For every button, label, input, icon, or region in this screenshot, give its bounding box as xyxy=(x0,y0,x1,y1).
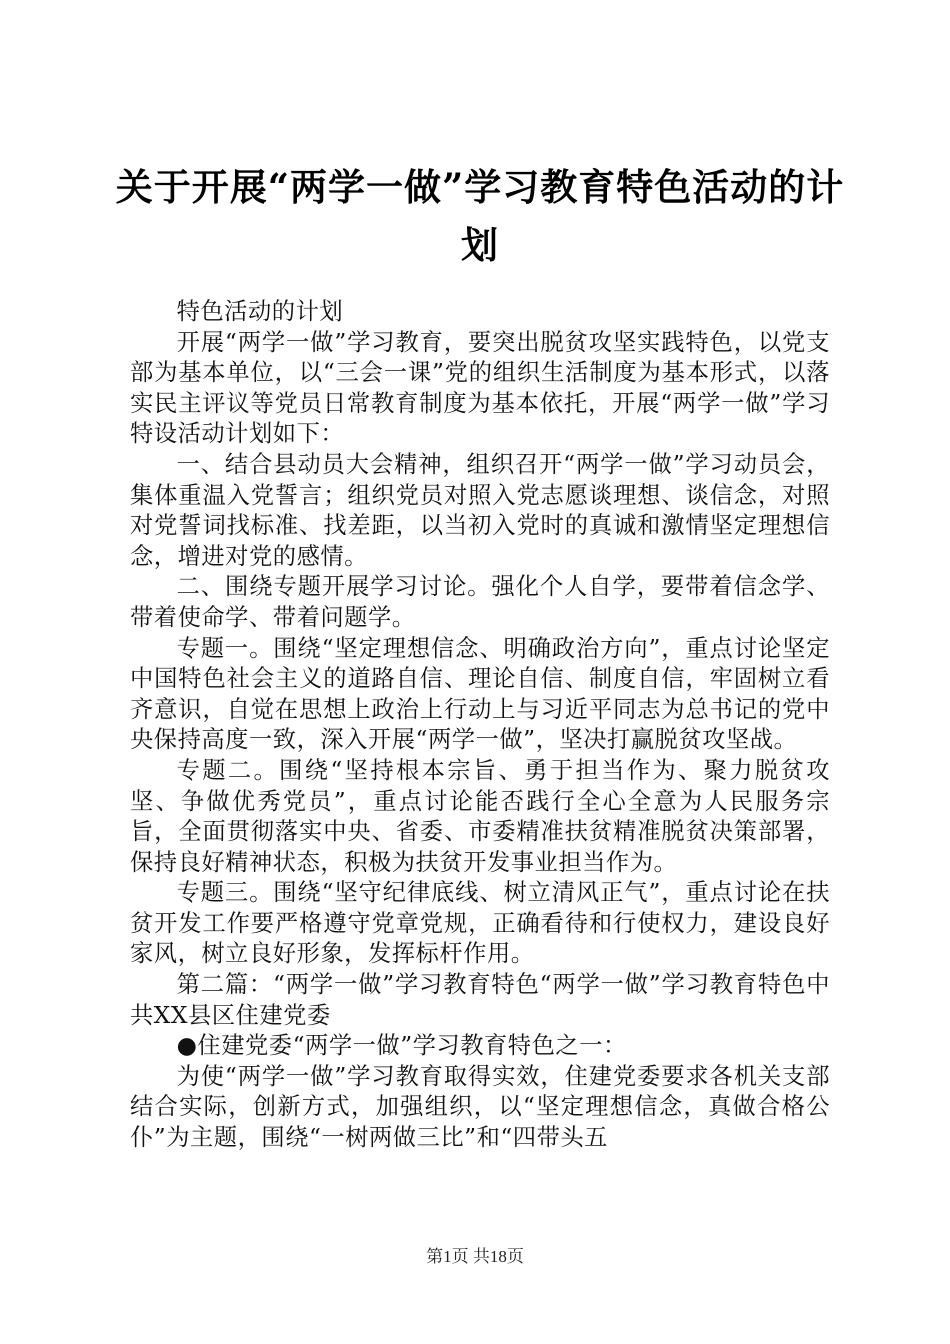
paragraph: 第二篇：“两学一做”学习教育特色“两学一做”学习教育特色中共XX县区住建党委 xyxy=(130,971,830,1029)
document-title: 关于开展“两学一做”学习教育特色活动的计划 xyxy=(115,165,845,267)
paragraph: 特色活动的计划 xyxy=(176,298,344,325)
document-body xyxy=(130,297,830,1154)
page-footer: 第1页 共18页 xyxy=(426,1247,524,1266)
paragraph: 专题一。围绕“坚定理想信念、明确政治方向”，重点讨论坚定中国特色社会主义的道路自信、理论自信、制度自信，牢固树立看齐意识，自觉在思想上政治上行动上与习近平同志为总书记的党中央保持高度一致，深入开展“两学一做”，坚决打赢脱贫攻坚战。 xyxy=(130,634,830,754)
paragraph: 开展“两学一做”学习教育，要突出脱贫攻坚实践特色，以党支部为基本单位，以“三会一课”党的组织生活制度为基本形式，以落实民主评议等党员日常教育制度为基本依托，开展“两学一做”学习特设活动计划如下： xyxy=(130,328,830,448)
paragraph: 二、围绕专题开展学习讨论。强化个人自学，要带着信念学、带着使命学、带着问题学。 xyxy=(130,573,830,631)
paragraph: 专题二。围绕“坚持根本宗旨、勇于担当作为、聚力脱贫攻坚、争做优秀党员”，重点讨论能否践行全心全意为人民服务宗旨，全面贯彻落实中央、省委、市委精准扶贫精准脱贫决策部署，保持良好精神状态，积极为扶贫开发事业担当作为。 xyxy=(130,756,830,876)
paragraph: 专题三。围绕“坚守纪律底线、树立清风正气”，重点讨论在扶贫开发工作要严格遵守党章党规，正确看待和行使权力，建设良好家风，树立良好形象，发挥标杆作用。 xyxy=(130,879,830,968)
paragraph: 为使“两学一做”学习教育取得实效，住建党委要求各机关支部结合实际，创新方式，加强组织，以“坚定理想信念，真做合格公仆”为主题，围绕“一树两做三比”和“四带头五 xyxy=(130,1062,830,1152)
paragraph: 一、结合县动员大会精神，组织召开“两学一做”学习动员会，集体重温入党誓言；组织党员对照入党志愿谈理想、谈信念，对照对党誓词找标准、找差距，以当初入党时的真诚和激情坚定理想信念，增进对党的感情。 xyxy=(130,450,830,570)
paragraph: ●住建党委“两学一做”学习教育特色之一： xyxy=(176,1032,627,1060)
